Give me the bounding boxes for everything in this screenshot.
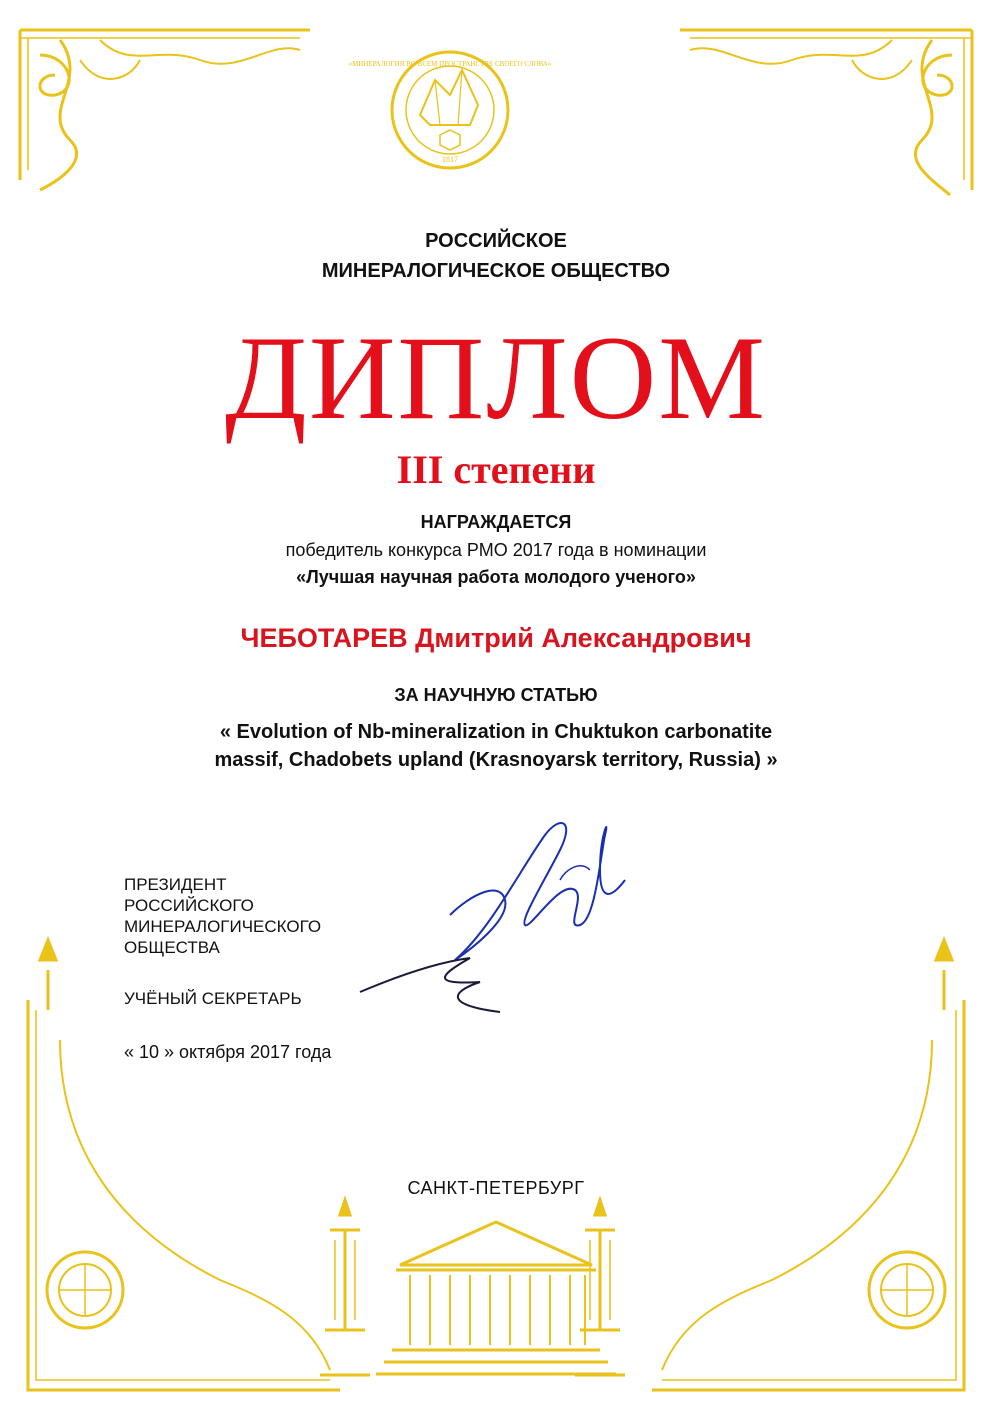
organization-line1: РОССИЙСКОЕ: [425, 230, 567, 252]
winner-text: победитель конкурса РМО 2017 года в номинации: [285, 540, 707, 560]
emblem-motto: «МИНЕРАЛОГИЯ ВО ВСЕМ ПРОСТРАНСТВЕ СВОЕГО СЛОВА»: [348, 60, 552, 68]
building-icon: [376, 1222, 616, 1374]
recipient-name: ЧЕБОТАРЕВ Дмитрий Александрович: [240, 623, 752, 653]
president-title: [124, 874, 384, 958]
article-title-line1: « Evolution of Nb-mineralization in Chuktukon carbonatite: [219, 721, 773, 743]
awarded-label: НАГРАЖДАЕТСЯ: [420, 512, 572, 532]
president-signature: [450, 823, 625, 960]
corner-ornament-top-left: [20, 30, 310, 190]
article-title-line2: massif, Chadobets upland (Krasnoyarsk territory, Russia) »: [214, 749, 778, 771]
president-line: ПРЕЗИДЕНТ: [124, 875, 227, 894]
article-label: ЗА НАУЧНУЮ СТАТЬЮ: [394, 685, 598, 705]
secretary-title: УЧЁНЫЙ СЕКРЕТАРЬ: [124, 989, 302, 1008]
article-title: [0, 718, 992, 774]
diploma-degree: III степени: [396, 447, 596, 492]
president-line: РОССИЙСКОГО: [124, 896, 254, 915]
city-name: САНКТ-ПЕТЕРБУРГ: [407, 1178, 585, 1198]
president-line: ОБЩЕСТВА: [124, 938, 220, 957]
corner-ornament-top-right: [680, 30, 972, 195]
organization-line2: МИНЕРАЛОГИЧЕСКОЕ ОБЩЕСТВО: [321, 260, 671, 282]
president-line: МИНЕРАЛОГИЧЕСКОГО: [124, 917, 322, 936]
issue-date: « 10 » октября 2017 года: [124, 1042, 332, 1062]
society-emblem-icon: [392, 52, 508, 168]
secretary-signature: [360, 958, 500, 1012]
right-column-ornament: [575, 940, 964, 1390]
emblem-year: 1817: [442, 155, 458, 164]
nomination-name: «Лучшая научная работа молодого ученого»: [296, 567, 696, 587]
organization-name: [0, 226, 992, 286]
diploma-title: ДИПЛОМ: [225, 311, 767, 444]
